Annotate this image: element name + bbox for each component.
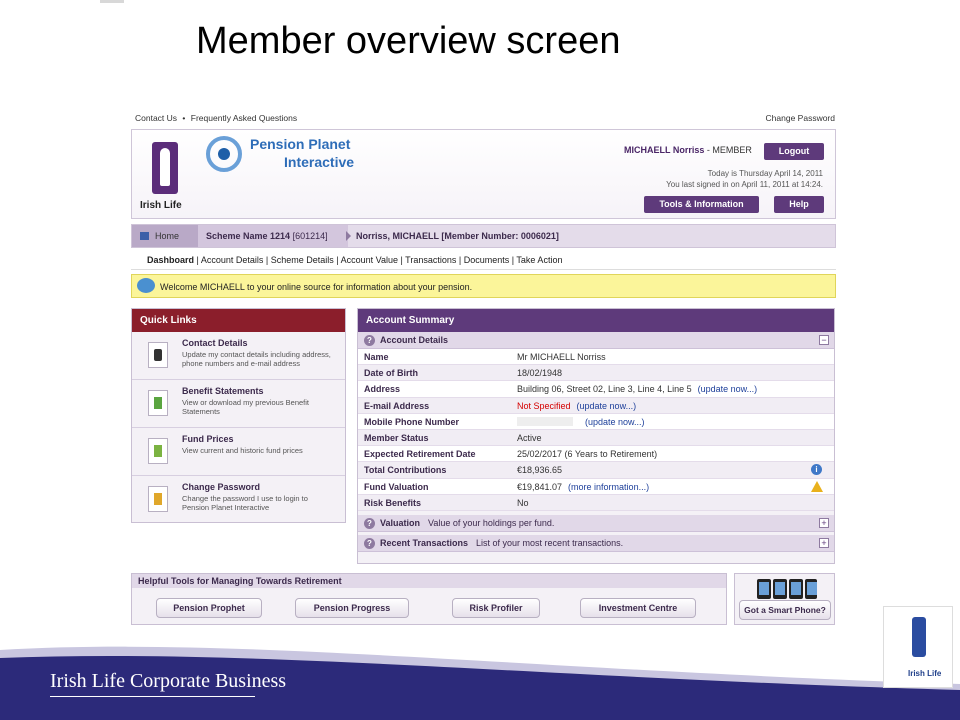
sub-navigation: Dashboard | Account Details | Scheme Details | Account Value | Transactions | Documents | Take Action	[131, 250, 836, 270]
recent-transactions-header[interactable]: ? Recent Transactions List of your most recent transactions. +	[358, 535, 834, 552]
subnav-transactions[interactable]: Transactions	[405, 255, 457, 265]
help-icon[interactable]: ?	[364, 538, 375, 549]
smart-phone-panel	[734, 573, 835, 625]
quick-link-fund-prices[interactable]: Fund Prices View current and historic fund prices	[132, 428, 345, 476]
account-summary-title: Account Summary	[358, 309, 834, 332]
valuation-header[interactable]: ? Valuation Value of your holdings per fund. +	[358, 515, 834, 532]
quick-links-title: Quick Links	[132, 309, 345, 332]
helpful-tools-title: Helpful Tools for Managing Towards Retirement	[132, 574, 726, 588]
breadcrumb-arrow-icon	[346, 231, 351, 241]
home-icon	[140, 232, 149, 240]
footer-brand: Irish Life Corporate Business	[50, 670, 286, 693]
faq-link[interactable]: Frequently Asked Questions	[190, 113, 298, 123]
expand-icon[interactable]: +	[819, 538, 829, 548]
table-row: Expected Retirement Date 25/02/2017 (6 Years to Retirement)	[358, 446, 834, 462]
slide-title: Member overview screen	[196, 20, 621, 62]
irish-life-emblem-icon	[152, 142, 178, 194]
logout-button[interactable]: Logout	[764, 143, 824, 160]
smart-phone-button[interactable]: Got a Smart Phone?	[739, 600, 831, 620]
pension-prophet-button[interactable]: Pension Prophet	[156, 598, 262, 618]
chart-icon	[148, 438, 168, 464]
help-icon[interactable]: ?	[364, 335, 375, 346]
welcome-banner	[131, 274, 836, 298]
account-summary-panel	[357, 308, 835, 564]
pension-planet-logo: Pension Planet Interactive	[206, 134, 386, 174]
table-row: Total Contributions €18,936.65 i	[358, 462, 834, 478]
helpful-tools-panel	[131, 573, 727, 625]
welcome-message: Welcome MICHAELL to your online source for information about your pension.	[160, 282, 473, 292]
corner-mark	[100, 0, 124, 3]
breadcrumb-member: Norriss, MICHAELL [Member Number: 0006021]	[356, 231, 559, 241]
account-details-header[interactable]: ? Account Details −	[358, 332, 834, 349]
pension-progress-button[interactable]: Pension Progress	[295, 598, 409, 618]
subnav-account-value[interactable]: Account Value	[340, 255, 398, 265]
link-separator: •	[182, 113, 186, 123]
date-info: Today is Thursday April 14, 2011 You last signed in on April 11, 2011 at 14:24.	[666, 169, 823, 189]
subnav-take-action[interactable]: Take Action	[516, 255, 563, 265]
update-phone-link[interactable]: (update now...)	[585, 416, 645, 427]
info-icon[interactable]: i	[811, 464, 822, 475]
irish-life-emblem-icon	[912, 617, 926, 657]
table-row: Risk Benefits No	[358, 495, 834, 511]
corner-irish-life-logo: Irish Life	[883, 606, 953, 688]
breadcrumb-home[interactable]: Home	[132, 225, 198, 247]
table-row: Name Mr MICHAELL Norriss	[358, 349, 834, 365]
speech-bubble-icon	[137, 278, 155, 293]
update-email-link[interactable]: (update now...)	[576, 400, 637, 411]
lock-icon	[148, 486, 168, 512]
collapse-icon[interactable]: −	[819, 335, 829, 345]
expand-icon[interactable]: +	[819, 518, 829, 528]
breadcrumb	[131, 224, 836, 248]
subnav-dashboard[interactable]: Dashboard	[147, 255, 195, 265]
download-icon	[148, 390, 168, 416]
quick-link-benefit-statements[interactable]: Benefit Statements View or download my previous Benefit Statements	[132, 380, 345, 428]
change-password-link[interactable]: Change Password	[765, 113, 835, 123]
help-button[interactable]: Help	[774, 196, 824, 213]
smartphones-icon	[757, 579, 817, 599]
phone-icon	[148, 342, 168, 368]
investment-centre-button[interactable]: Investment Centre	[580, 598, 696, 618]
table-row: Mobile Phone Number (update now...)	[358, 414, 834, 430]
subnav-account-details[interactable]: Account Details	[200, 255, 264, 265]
table-row: Fund Valuation €19,841.07 (more information...)	[358, 479, 834, 495]
breadcrumb-scheme[interactable]: Scheme Name 1214 [601214]	[198, 225, 348, 247]
more-information-link[interactable]: (more information...)	[568, 481, 650, 492]
subnav-documents[interactable]: Documents	[463, 255, 510, 265]
table-row: Member Status Active	[358, 430, 834, 446]
risk-profiler-button[interactable]: Risk Profiler	[452, 598, 540, 618]
site-header	[131, 129, 836, 219]
account-details-rows	[358, 349, 834, 511]
contact-us-link[interactable]: Contact Us	[135, 113, 178, 123]
top-links	[135, 113, 835, 123]
member-name: MICHAELL Norriss - MEMBER	[624, 145, 752, 155]
irish-life-logo: Irish Life	[140, 140, 190, 214]
help-icon[interactable]: ?	[364, 518, 375, 529]
quick-link-change-password[interactable]: Change Password Change the password I use to login to Pension Planet Interactive	[132, 476, 345, 524]
table-row: Date of Birth 18/02/1948	[358, 365, 834, 381]
warning-icon[interactable]	[811, 481, 823, 492]
table-row: E-mail Address Not Specified (update now...)	[358, 398, 834, 414]
footer-underline	[50, 696, 255, 697]
quick-link-contact-details[interactable]: Contact Details Update my contact details including address, phone numbers and e-mail address	[132, 332, 345, 380]
planet-icon	[206, 136, 242, 172]
table-row: Address Building 06, Street 02, Line 3, Line 4, Line 5 (update now...)	[358, 381, 834, 397]
tools-information-button[interactable]: Tools & Information	[644, 196, 759, 213]
masked-phone-value	[517, 417, 573, 426]
update-address-link[interactable]: (update now...)	[697, 384, 758, 395]
subnav-scheme-details[interactable]: Scheme Details	[270, 255, 334, 265]
quick-links-panel	[131, 308, 346, 523]
